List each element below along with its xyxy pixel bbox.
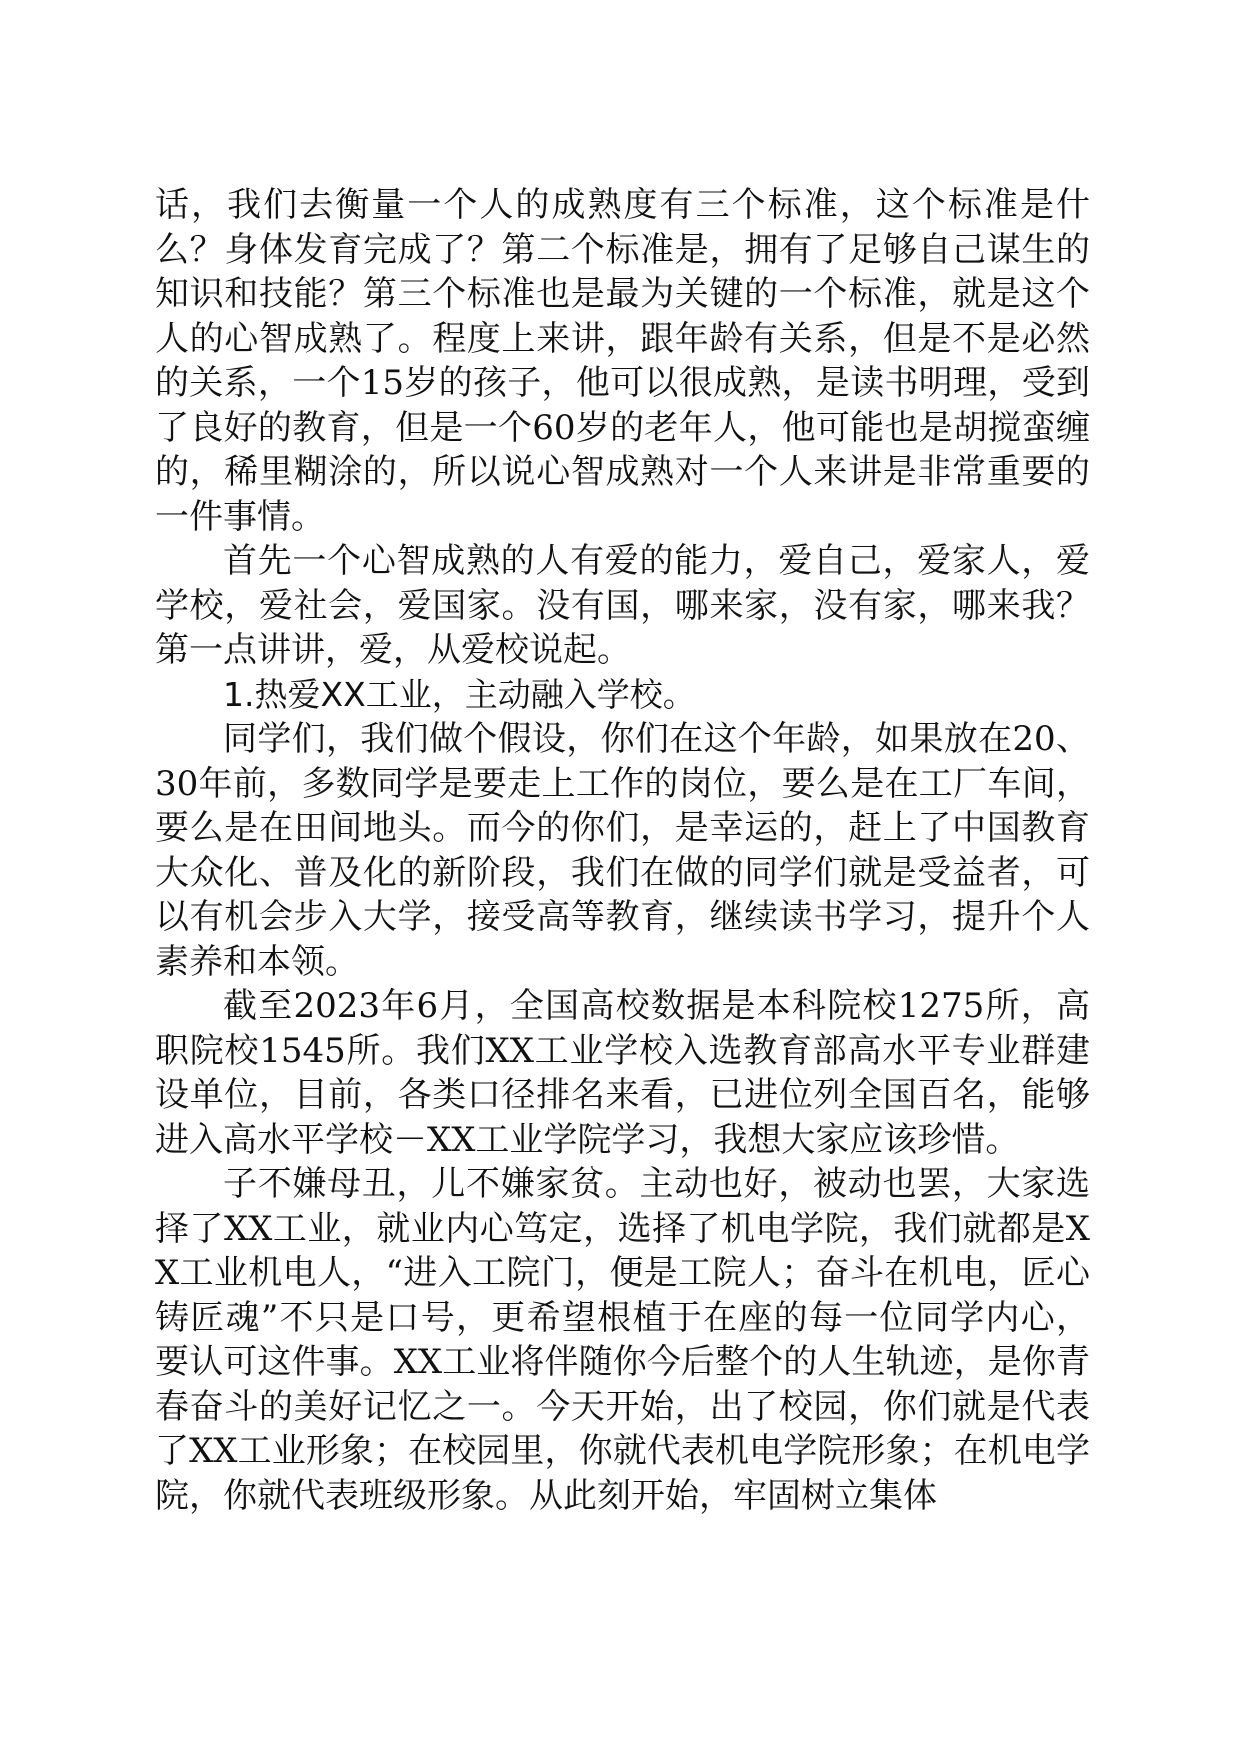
paragraph-continuation: 话，我们去衡量一个人的成熟度有三个标准，这个标准是什么？身体发育完成了？第二个标准是，拥有了足够自己谋生的知识和技能？第三个标准也是最为关键的一个标准，就是这个人的心智成熟了。程度上来讲，跟年龄有关系，但是不是必然的关系，一个15岁的孩子，他可以很成熟，是读书明理，受到了良好的教育，但是一个60岁的老年人，他可能也是胡搅蛮缠的，稀里糊涂的，所以说心智成熟对一个人来讲是非常重要的一件事情。 (155, 185, 1090, 537)
document-body (155, 183, 1090, 1518)
paragraph-statistics: 截至2023年6月，全国高校数据是本科院校1275所，高职院校1545所。我们XX工业学校入选教育部高水平专业群建设单位，目前，各类口径排名来看，已进位列全国百名，能够进入高水平学校－XX工业学院学习，我想大家应该珍惜。 (155, 986, 1090, 1160)
paragraph-identity: 子不嫌母丑，儿不嫌家贫。主动也好，被动也罢，大家选择了XX工业，就业内心笃定，选择了机电学院，我们就都是XX工业机电人，“进入工院门，便是工院人；奋斗在机电，匠心铸匠魂”不只是口号，更希望根植于在座的每一位同学内心，要认可这件事。XX工业将伴随你今后整个的人生轨迹，是你青春奋斗的美好记忆之一。今天开始，出了校园，你们就是代表了XX工业形象；在校园里，你就代表机电学院形象；在机电学院，你就代表班级形象。从此刻开始，牢固树立集体 (155, 1164, 1090, 1516)
section-heading: 1.热爱XX工业，主动融入学校。 (223, 674, 696, 714)
paragraph-assumption: 同学们，我们做个假设，你们在这个年龄，如果放在20、30年前，多数同学是要走上工作的岗位，要么是在工厂车间，要么是在田间地头。而今的你们，是幸运的，赶上了中国教育大众化、普及化的新阶段，我们在做的同学们就是受益者，可以有机会步入大学，接受高等教育，继续读书学习，提升个人素养和本领。 (155, 719, 1090, 982)
paragraph-love-ability: 首先一个心智成熟的人有爱的能力，爱自己，爱家人，爱学校，爱社会，爱国家。没有国，哪来家，没有家，哪来我？第一点讲讲，爱，从爱校说起。 (155, 541, 1090, 670)
